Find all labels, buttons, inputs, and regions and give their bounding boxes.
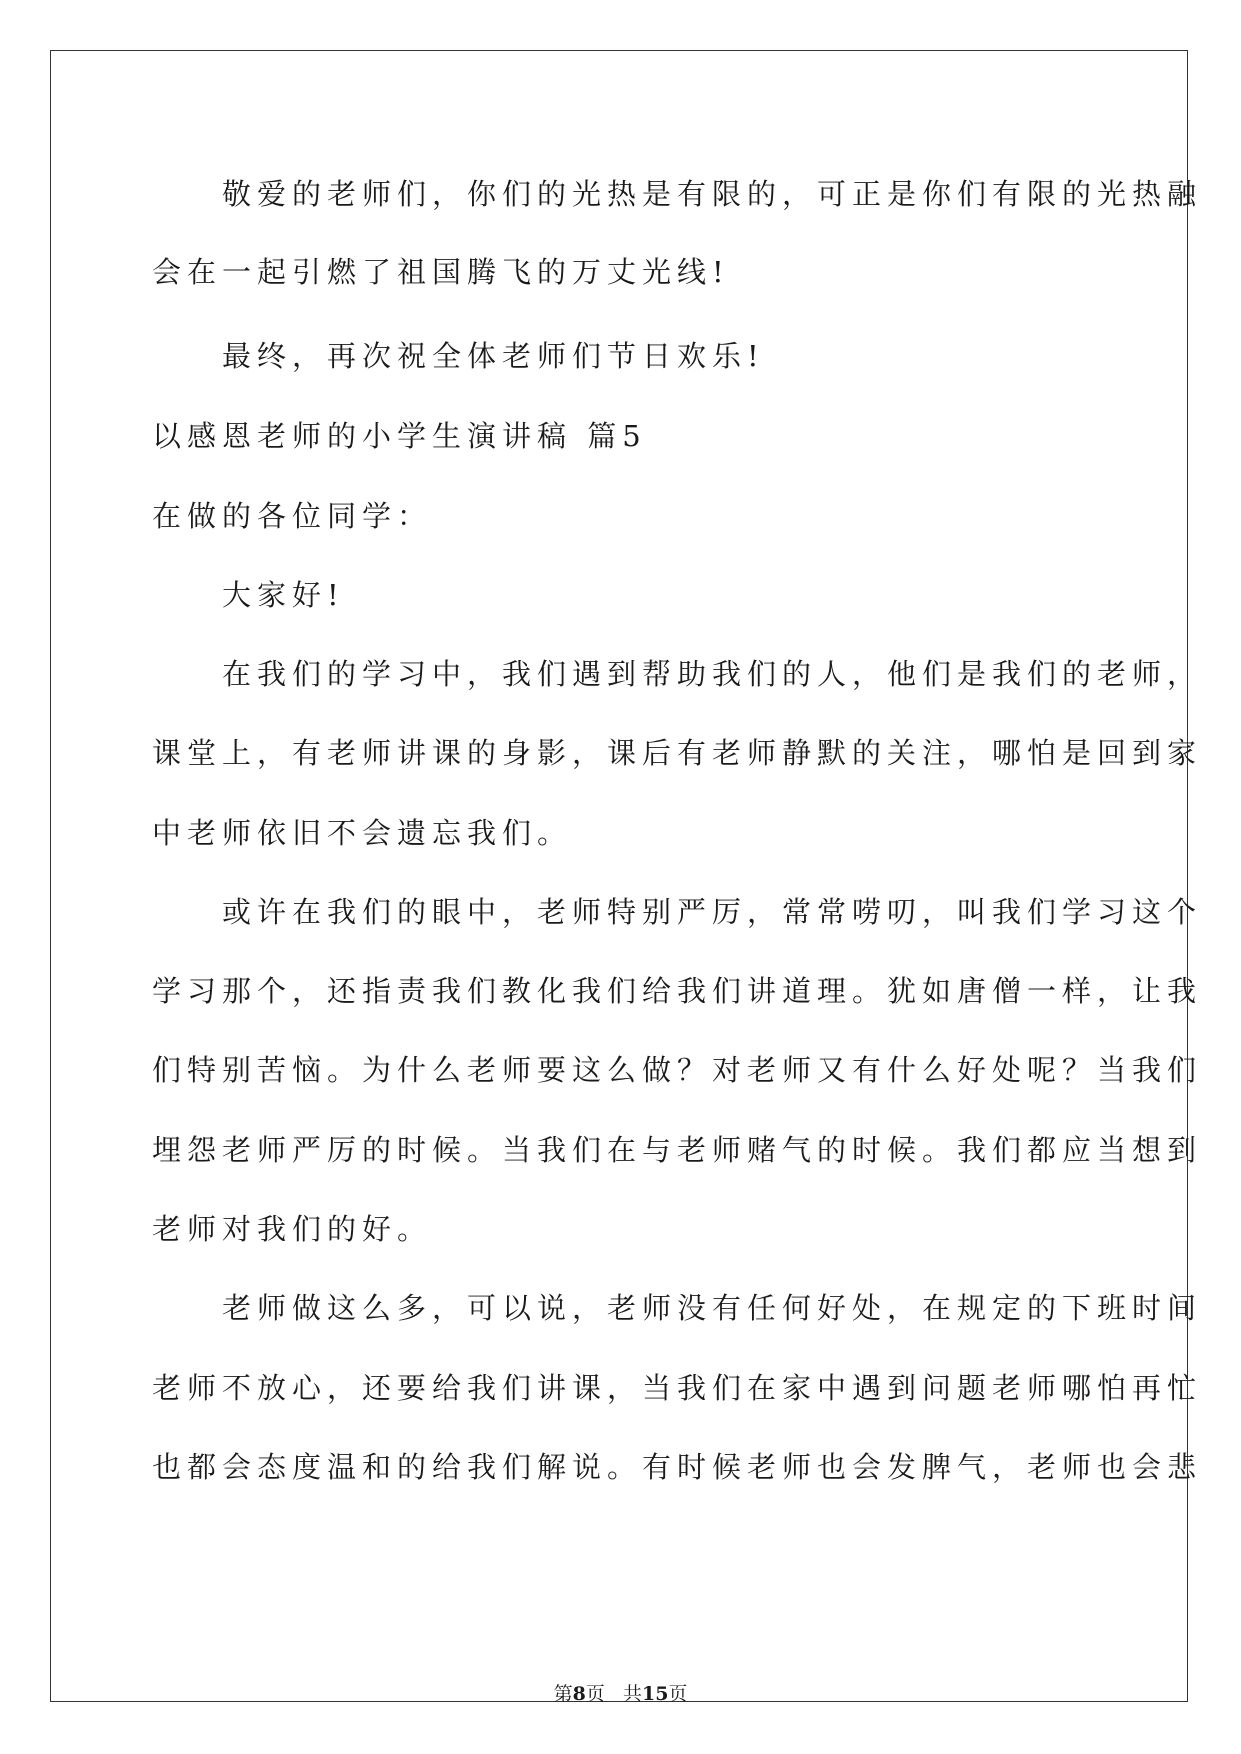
text-line-10: 或许在我们的眼中，老师特别严厉，常常唠叨，叫我们学习这个 [152, 895, 1203, 929]
salutation: 在做的各位同学： [152, 499, 433, 533]
footer-page-number: 8 [572, 1683, 586, 1705]
text-line-16: 老师不放心，还要给我们讲课，当我们在家中遇到问题老师哪怕再忙 [152, 1371, 1203, 1405]
footer-page-suffix: 页 [585, 1683, 605, 1705]
footer-total-suffix: 页 [668, 1683, 688, 1705]
section-heading: 以感恩老师的小学生演讲稿 篇5 [152, 419, 647, 453]
text-line-3: 最终，再次祝全体老师们节日欢乐! [152, 339, 765, 373]
text-line-9: 中老师依旧不会遗忘我们。 [152, 816, 573, 850]
text-line-2: 会在一起引燃了祖国腾飞的万丈光线! [152, 255, 730, 289]
footer-prefix: 第 [553, 1683, 573, 1705]
text-line-7: 在我们的学习中，我们遇到帮助我们的人，他们是我们的老师， [152, 657, 1203, 691]
text-line-12: 们特别苦恼。为什么老师要这么做？对老师又有什么好处呢？当我们 [152, 1053, 1203, 1087]
page-footer [0, 1682, 1241, 1706]
greeting: 大家好! [152, 578, 345, 612]
text-line-1: 敬爱的老师们，你们的光热是有限的，可正是你们有限的光热融 [152, 177, 1203, 211]
footer-total-pages: 15 [641, 1683, 669, 1705]
text-line-15: 老师做这么多，可以说，老师没有任何好处，在规定的下班时间 [152, 1291, 1203, 1325]
text-line-11: 学习那个，还指责我们教化我们给我们讲道理。犹如唐僧一样，让我 [152, 974, 1203, 1008]
footer-total-prefix: 共 [622, 1683, 642, 1705]
text-line-13: 埋怨老师严厉的时候。当我们在与老师赌气的时候。我们都应当想到 [152, 1133, 1203, 1167]
text-line-8: 课堂上，有老师讲课的身影，课后有老师静默的关注，哪怕是回到家 [152, 736, 1203, 770]
text-line-14: 老师对我们的好。 [152, 1212, 433, 1246]
text-line-17: 也都会态度温和的给我们解说。有时候老师也会发脾气，老师也会悲 [152, 1450, 1203, 1484]
